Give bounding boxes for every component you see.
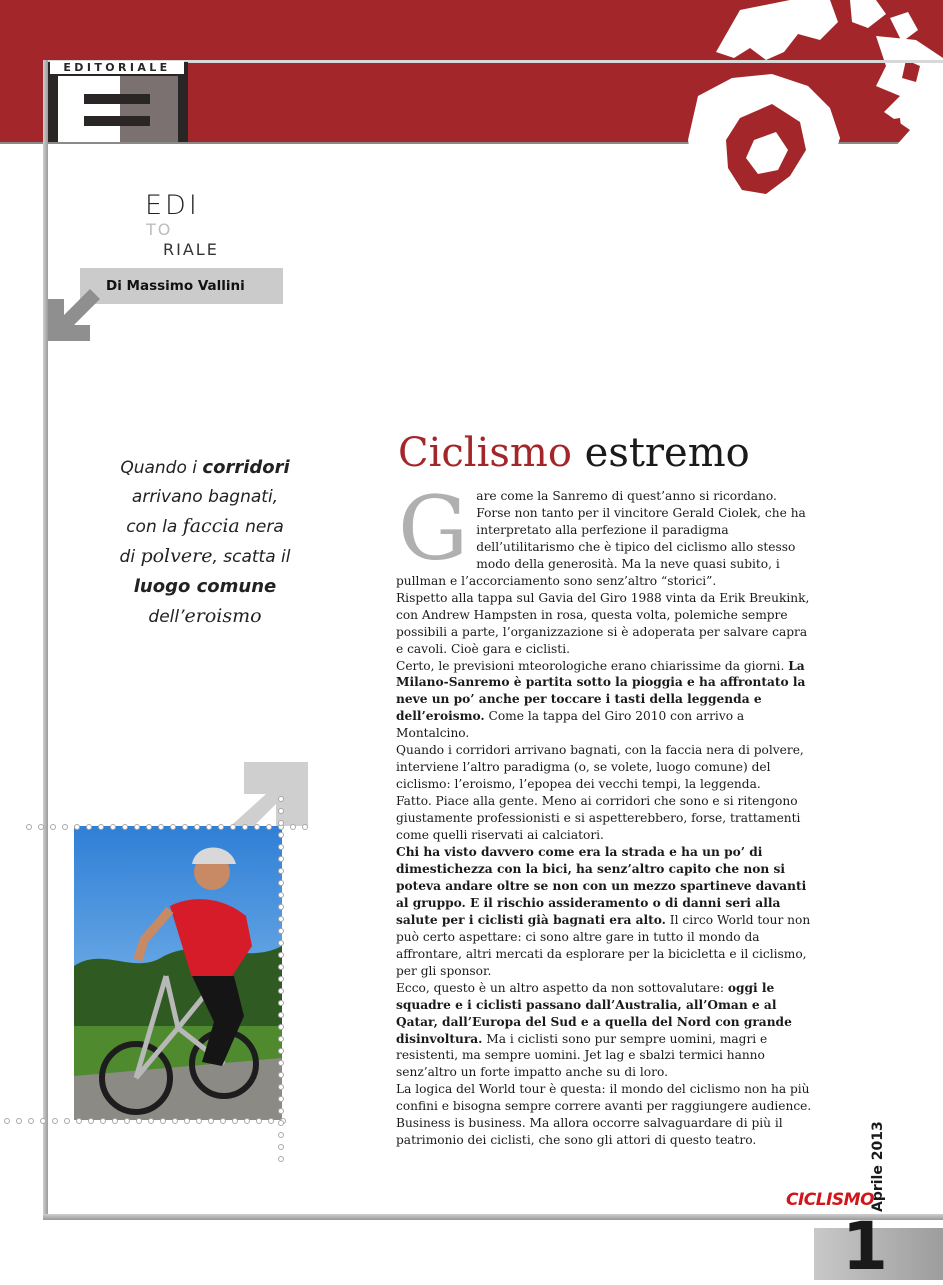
section-logo-bar (84, 116, 150, 126)
quote-script-word: eroismo (184, 605, 262, 627)
paragraph-bold: Chi ha visto davvero come era la strada e ha un po’ di dimestichezza con la bici, ha senz’altro capito che non si poteva andare oltre se non con un mezzo spartineve davanti al gruppo. E il rischio assideramento o di danni seri alla salute per i ciclisti già bagnati era alto. (396, 845, 807, 927)
quote-script-word: polvere (140, 545, 213, 567)
paragraph (396, 980, 814, 1082)
paragraph-bold: oggi le squadre e i ciclisti passano dall’Australia, all’Oman e al Qatar, dall’Europa del Sud e a quella del Nord con grande disinvoltura. (396, 980, 792, 1046)
pull-quote (100, 453, 310, 632)
paragraph-text: Ecco, questo è un altro aspetto da non sottovalutare: (396, 980, 728, 995)
author-byline: Di Massimo Vallini (106, 278, 245, 294)
section-logo-bar (84, 94, 150, 104)
cyclist-photo (74, 826, 282, 1120)
quote-text: , scatta il (212, 547, 291, 567)
section-logo-grey (120, 76, 178, 142)
quote-text: nera (239, 517, 284, 537)
splash-graphic (680, 0, 943, 245)
paragraph-text: Il circo World tour non può certo aspettare: ci sono altre gare in tutto il mondo da affrontare, altri mercati da esplorare per la bicicletta e il ciclismo, per gli sponsor. (396, 912, 811, 978)
heading-line-2: TO (146, 220, 173, 239)
issue-date: Aprile 2013 (870, 1121, 886, 1212)
quote-text: Quando i (120, 458, 203, 478)
quote-script-word: faccia (182, 515, 240, 537)
frame-bottom-line (43, 1214, 943, 1220)
arrow-down-left-icon (46, 287, 102, 343)
paragraph-text: Come la tappa del Giro 2010 con arrivo a Montalcino. (396, 709, 745, 741)
paragraph: Quando i corridori arrivano bagnati, con la faccia nera di polvere, interviene l’altro paradigma (o, se volete, luogo comune) del ciclismo: l’eroismo, l’epopea dei vecchi tempi, la leggenda. (396, 743, 804, 792)
paragraph-text: Ma i ciclisti sono pur sempre uomini, magri e resistenti, ma sempre uomini. Jet lag e sbalzi termici hanno senz’altro un forte impatto anche su di loro. (396, 1031, 768, 1080)
magazine-logo: CICLISMO (786, 1190, 875, 1210)
paragraph-text: are come la Sanremo di quest’anno si ricordano. Forse non tanto per il vincitore Gerald Ciolek, che ha interpretato alla perfezione il paradigma dell’utilitarismo che è tipico del ciclismo allo stesso modo della generosità. Ma la neve quasi subito, i pullman e l’accorciamento sono senz’altro “storici”. (396, 489, 806, 588)
paragraph-text: Certo, le previsioni mteorologiche erano chiarissime da giorni. (396, 658, 789, 673)
article-title-rest: estremo (571, 430, 750, 476)
paragraph (396, 477, 814, 590)
page-number: 1 (842, 1208, 888, 1285)
quote-text: dell’ (148, 607, 185, 627)
quote-text: con la (126, 517, 183, 537)
quote-emphasis: luogo comune (133, 576, 277, 597)
section-logo-white (58, 76, 120, 142)
quote-text: di (119, 547, 141, 567)
paragraph-bold: La Milano-Sanremo è partita sotto la pioggia e ha affrontato la neve un po’ anche per toccare i tasti della leggenda e dell’eroismo. (396, 658, 806, 724)
paragraph: La logica del World tour è questa: il mondo del ciclismo non ha più confini e bisogna sempre correre avanti per raggiungere audience. Business is business. Ma allora occorre salvaguardare di più il patrimonio dei ciclisti, che sono gli attori di questo teatro. (396, 1082, 812, 1148)
drop-cap: G (398, 477, 469, 580)
article-body (396, 477, 814, 1149)
frame-left-line (43, 60, 48, 1220)
paragraph (396, 844, 814, 980)
article-title-red: Ciclismo (398, 430, 572, 476)
paragraph (396, 658, 814, 743)
paragraph: Rispetto alla tappa sul Gavia del Giro 1988 vinta da Erik Breukink, con Andrew Hampsten in rosa, questa volta, polemiche sempre possibili a parte, l’organizzazione si è adoperata per salvare capra e cavoli. Cioè gara e ciclisti. (396, 590, 810, 656)
article-title (398, 428, 750, 478)
quote-text: arrivano bagnati, (131, 487, 279, 507)
heading-line-1: EDI (145, 190, 200, 221)
quote-emphasis: corridori (202, 457, 290, 478)
paragraph: Fatto. Piace alla gente. Meno ai corridori che sono e si ritengono giustamente professionisti e si aspetterebbero, forse, trattamenti come quelli riservati ai calciatori. (396, 794, 801, 843)
section-label: EDITORIALE (50, 61, 184, 74)
heading-line-3: RIALE (163, 240, 219, 259)
